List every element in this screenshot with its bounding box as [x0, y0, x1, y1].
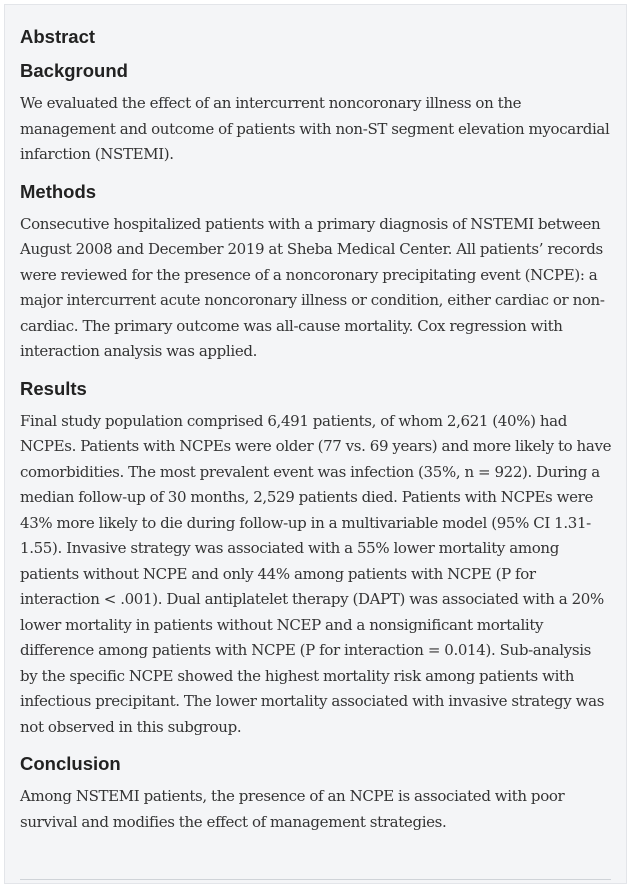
abstract-title: Abstract — [20, 26, 96, 47]
section-heading-methods: Methods — [20, 180, 97, 202]
section-heading-results: Results — [20, 377, 87, 399]
section-heading-conclusion: Conclusion — [20, 753, 121, 774]
abstract-content — [20, 25, 612, 847]
section-text-methods: Consecutive hospitalized patients with a primary diagnosis of NSTEMI between August 2008 and December 2019 at Sheba Medical Center. All patients’ records were reviewed for the presence of a noncoronary precipitating event (NCPE): a major intercurrent acute noncoronary illness or condition, either cardiac or non-cardiac. The primary outcome was all-cause mortality. Cox regression with interaction analysis was applied. — [20, 214, 605, 360]
section-results — [20, 377, 612, 741]
section-text-conclusion: Among NSTEMI patients, the presence of an NCPE is associated with poor survival and modifies the effect of management strategies. — [20, 787, 565, 831]
section-heading-background: Background — [20, 60, 128, 81]
section-text-results: Final study population comprised 6,491 patients, of whom 2,621 (40%) had NCPEs. Patients with NCPEs were older (77 vs. 69 years) and more likely to have comorbidities. The most prevalent event was infection (35%, n = 922). During a median follow-up of 30 months, 2,529 patients died. Patients with NCPEs were 43% more likely to die during follow-up in a multivariable model (95% CI 1.31-1.55). Invasive strategy was associated with a 55% lower mortality among patients without NCPE and only 44% among patients with NCPE (P for interaction < .001). Dual antiplatelet therapy (DAPT) was associated with a 20% lower mortality in patients without NCEP and a nonsignificant mortality difference among patients with NCPE (P for interaction = 0.014). Sub-analysis by the specific NCPE showed the highest mortality risk among patients with infectious precipitant. The lower mortality associated with invasive strategy was not observed in this subgroup. — [20, 411, 612, 736]
abstract-panel — [4, 4, 627, 884]
section-text-background: We evaluated the effect of an intercurrent noncoronary illness on the management and outcome of patients with non-ST segment elevation myocardial infarction (NSTEMI). — [20, 94, 610, 163]
section-methods — [20, 180, 612, 365]
section-background — [20, 59, 612, 168]
bottom-divider — [20, 879, 611, 880]
section-conclusion — [20, 752, 612, 835]
